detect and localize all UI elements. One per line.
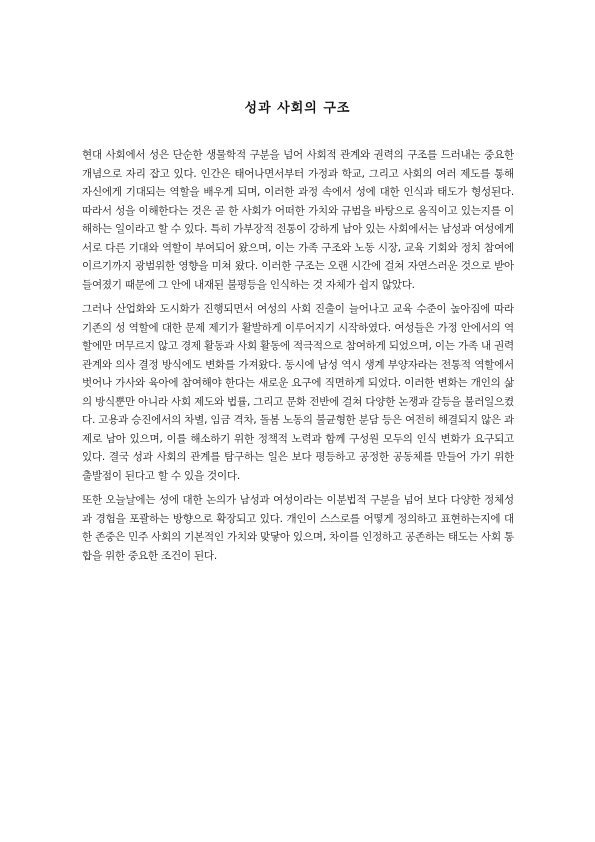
body-paragraph: 현대 사회에서 성은 단순한 생물학적 구분을 넘어 사회적 관계와 권력의 구조를 드러내는 중요한 개념으로 자리 잡고 있다. 인간은 태어나면서부터 가정과 학교, 그리고 사회의 여러 제도를 통해 자신에게 기대되는 역할을 배우게 되며, 이러한 과정 속에서 성에 대한 인식과 태도가 형성된다. 따라서 성을 이해한다는 것은 곧 한 사회가 어떠한 가치와 규범을 바탕으로 움직이고 있는지를 이해하는 일이라고 할 수 있다. 특히 가부장적 전통이 강하게 남아 있는 사회에서는 남성과 여성에게 서로 다른 기대와 역할이 부여되어 왔으며, 이는 가족 구조와 노동 시장, 교육 기회와 정치 참여에 이르기까지 광범위한 영향을 미쳐 왔다. 이러한 구조는 오랜 시간에 걸쳐 자연스러운 것으로 받아들여졌기 때문에 그 안에 내재된 불평등을 인식하는 것 자체가 쉽지 않았다.	[82, 149, 514, 291]
page-title: 성과 사회의 구조	[244, 101, 351, 116]
body-paragraph: 그러나 산업화와 도시화가 진행되면서 여성의 사회 진출이 늘어나고 교육 수준이 높아짐에 따라 기존의 성 역할에 대한 문제 제기가 활발하게 이루어지기 시작하였다. 여성들은 가정 안에서의 역할에만 머무르지 않고 경제 활동과 사회 활동에 적극적으로 참여하게 되었으며, 이는 가족 내 권력 관계와 의사 결정 방식에도 변화를 가져왔다. 동시에 남성 역시 생계 부양자라는 전통적 역할에서 벗어나 가사와 육아에 참여해야 한다는 새로운 요구에 직면하게 되었다. 이러한 변화는 개인의 삶의 방식뿐만 아니라 사회 제도와 법률, 그리고 문화 전반에 걸쳐 다양한 논쟁과 갈등을 불러일으켰다. 고용과 승진에서의 차별, 임금 격차, 돌봄 노동의 불균형한 분담 등은 여전히 해결되지 않은 과제로 남아 있으며, 이를 해소하기 위한 정책적 노력과 함께 구성원 모두의 인식 변화가 요구되고 있다. 결국 성과 사회의 관계를 탐구하는 일은 보다 평등하고 공정한 공동체를 만들어 가기 위한 출발점이 된다고 할 수 있을 것이다.	[82, 303, 514, 482]
document-body	[82, 146, 514, 565]
body-paragraph: 또한 오늘날에는 성에 대한 논의가 남성과 여성이라는 이분법적 구분을 넘어 보다 다양한 정체성과 경험을 포괄하는 방향으로 확장되고 있다. 개인이 스스로를 어떻게 정의하고 표현하는지에 대한 존중은 민주 사회의 기본적인 가치와 맞닿아 있으며, 차이를 인정하고 공존하는 태도는 사회 통합을 위한 중요한 조건이 된다.	[82, 494, 514, 562]
